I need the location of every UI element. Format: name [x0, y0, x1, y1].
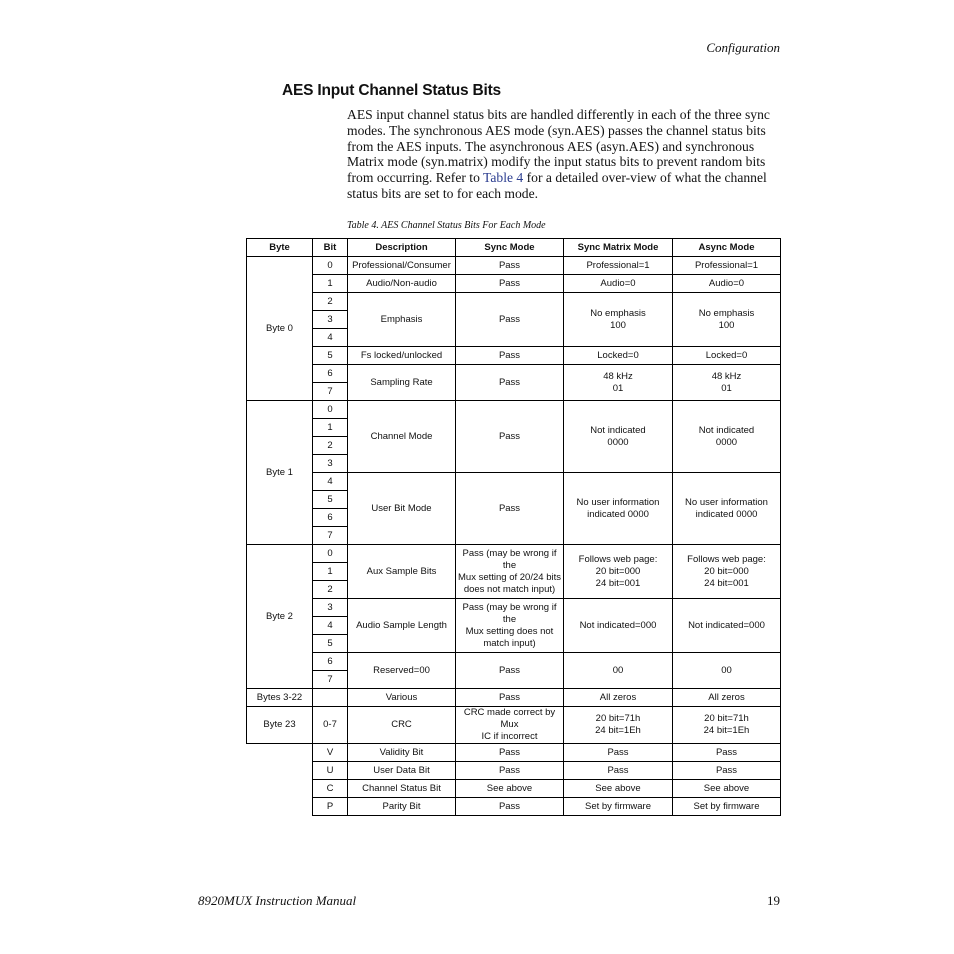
desc-cell: Validity Bit [348, 744, 456, 762]
async-cell: Pass [673, 744, 781, 762]
sync-cell: Pass [456, 689, 564, 707]
bit-cell: 3 [313, 599, 348, 617]
col-header-matrix: Sync Matrix Mode [564, 239, 673, 257]
bit-cell: C [313, 780, 348, 798]
table-row [247, 744, 781, 762]
bit-cell: P [313, 798, 348, 816]
bit-cell: 2 [313, 293, 348, 311]
async-cell: Pass [673, 762, 781, 780]
async-cell: No emphasis 100 [673, 293, 781, 347]
bit-cell: V [313, 744, 348, 762]
bit-cell [313, 689, 348, 707]
col-header-sync: Sync Mode [456, 239, 564, 257]
byte-cell: Byte 23 [247, 707, 313, 744]
bit-cell: 5 [313, 491, 348, 509]
async-cell: 48 kHz 01 [673, 365, 781, 401]
bit-cell: 0 [313, 545, 348, 563]
sync-cell: Pass [456, 473, 564, 545]
bit-cell: U [313, 762, 348, 780]
bit-cell: 2 [313, 581, 348, 599]
desc-cell: Sampling Rate [348, 365, 456, 401]
desc-cell: Aux Sample Bits [348, 545, 456, 599]
desc-cell: Parity Bit [348, 798, 456, 816]
desc-cell: Channel Mode [348, 401, 456, 473]
async-cell: Set by firmware [673, 798, 781, 816]
sync-cell: Pass [456, 293, 564, 347]
table-row [247, 275, 781, 293]
bit-cell: 1 [313, 419, 348, 437]
byte-cell: Byte 0 [247, 257, 313, 401]
async-cell: No user information indicated 0000 [673, 473, 781, 545]
table-row [247, 347, 781, 365]
async-cell: Audio=0 [673, 275, 781, 293]
table-row [247, 780, 781, 798]
table-row [247, 653, 781, 671]
matrix-cell: Professional=1 [564, 257, 673, 275]
byte-cell-empty [247, 744, 313, 816]
matrix-cell: 20 bit=71h 24 bit=1Eh [564, 707, 673, 744]
matrix-cell: Locked=0 [564, 347, 673, 365]
sync-cell: Pass [456, 798, 564, 816]
sync-cell: Pass [456, 762, 564, 780]
matrix-cell: Pass [564, 744, 673, 762]
desc-cell: Various [348, 689, 456, 707]
col-header-byte: Byte [247, 239, 313, 257]
col-header-description: Description [348, 239, 456, 257]
bit-cell: 5 [313, 347, 348, 365]
aes-status-table [246, 238, 781, 816]
bit-cell: 4 [313, 329, 348, 347]
desc-cell: User Data Bit [348, 762, 456, 780]
desc-cell: Fs locked/unlocked [348, 347, 456, 365]
sync-cell: Pass [456, 347, 564, 365]
bit-cell: 0 [313, 257, 348, 275]
matrix-cell: See above [564, 780, 673, 798]
bit-cell: 7 [313, 527, 348, 545]
desc-cell: Audio Sample Length [348, 599, 456, 653]
sync-cell: Pass [456, 744, 564, 762]
bit-cell: 3 [313, 311, 348, 329]
bit-cell: 6 [313, 653, 348, 671]
async-cell: 20 bit=71h 24 bit=1Eh [673, 707, 781, 744]
async-cell: All zeros [673, 689, 781, 707]
bit-cell: 0 [313, 401, 348, 419]
table-row [247, 365, 781, 383]
sync-cell: Pass [456, 653, 564, 689]
table-row [247, 689, 781, 707]
async-cell: Not indicated=000 [673, 599, 781, 653]
async-cell: Follows web page: 20 bit=000 24 bit=001 [673, 545, 781, 599]
matrix-cell: No emphasis 100 [564, 293, 673, 347]
desc-cell: Professional/Consumer [348, 257, 456, 275]
async-cell: See above [673, 780, 781, 798]
async-cell: Locked=0 [673, 347, 781, 365]
paragraph-text-1: AES input channel status bits are handled differently in each of the three sync modes. The synchronous AES mode (syn.AES) passes the channel status bits from the AES inputs. The asynchronous AES (asyn.AES) and synchronous Matrix mode (syn.matrix) modify the input status bits to prevent random bits from occurring. Refer to [347, 107, 770, 186]
desc-cell: Audio/Non-audio [348, 275, 456, 293]
table-row [247, 762, 781, 780]
matrix-cell: Set by firmware [564, 798, 673, 816]
sync-cell: Pass (may be wrong if the Mux setting does not match input) [456, 599, 564, 653]
bit-cell: 7 [313, 671, 348, 689]
matrix-cell: Follows web page: 20 bit=000 24 bit=001 [564, 545, 673, 599]
table-row [247, 707, 781, 744]
sync-cell: Pass [456, 257, 564, 275]
bit-cell: 2 [313, 437, 348, 455]
section-title: AES Input Channel Status Bits [282, 82, 501, 99]
desc-cell: User Bit Mode [348, 473, 456, 545]
bit-cell: 1 [313, 275, 348, 293]
table-row [247, 798, 781, 816]
table-row [247, 599, 781, 617]
running-header: Configuration [706, 40, 780, 55]
bit-cell: 0-7 [313, 707, 348, 744]
bit-cell: 7 [313, 383, 348, 401]
bit-cell: 4 [313, 617, 348, 635]
desc-cell: Channel Status Bit [348, 780, 456, 798]
matrix-cell: 48 kHz 01 [564, 365, 673, 401]
byte-cell: Byte 2 [247, 545, 313, 689]
matrix-cell: Not indicated=000 [564, 599, 673, 653]
table-row [247, 473, 781, 491]
matrix-cell: All zeros [564, 689, 673, 707]
desc-cell: CRC [348, 707, 456, 744]
table-row [247, 545, 781, 563]
desc-cell: Emphasis [348, 293, 456, 347]
col-header-bit: Bit [313, 239, 348, 257]
byte-cell: Bytes 3-22 [247, 689, 313, 707]
matrix-cell: Audio=0 [564, 275, 673, 293]
intro-paragraph [347, 107, 779, 202]
bit-cell: 6 [313, 509, 348, 527]
bit-cell: 6 [313, 365, 348, 383]
col-header-async: Async Mode [673, 239, 781, 257]
async-cell: Professional=1 [673, 257, 781, 275]
sync-cell: Pass [456, 365, 564, 401]
bit-cell: 5 [313, 635, 348, 653]
sync-cell: CRC made correct by Mux IC if incorrect [456, 707, 564, 744]
table-4-link[interactable]: Table 4 [483, 170, 524, 186]
table-header-row [247, 239, 781, 257]
table-row [247, 401, 781, 419]
bit-cell: 3 [313, 455, 348, 473]
matrix-cell: Pass [564, 762, 673, 780]
table-row [247, 293, 781, 311]
sync-cell: Pass [456, 275, 564, 293]
byte-cell: Byte 1 [247, 401, 313, 545]
footer-manual-title: 8920MUX Instruction Manual [198, 893, 357, 908]
sync-cell: Pass [456, 401, 564, 473]
bit-cell: 4 [313, 473, 348, 491]
table-row [247, 257, 781, 275]
matrix-cell: No user information indicated 0000 [564, 473, 673, 545]
paragraph-text-2: for a detailed over-view of what the channel status bits are set to for each mode. [347, 170, 767, 201]
matrix-cell: Not indicated 0000 [564, 401, 673, 473]
sync-cell: See above [456, 780, 564, 798]
async-cell: 00 [673, 653, 781, 689]
table-caption: Table 4. AES Channel Status Bits For Each Mode [347, 220, 546, 231]
async-cell: Not indicated 0000 [673, 401, 781, 473]
desc-cell: Reserved=00 [348, 653, 456, 689]
page-number: 19 [767, 893, 780, 908]
sync-cell: Pass (may be wrong if the Mux setting of 20/24 bits does not match input) [456, 545, 564, 599]
bit-cell: 1 [313, 563, 348, 581]
matrix-cell: 00 [564, 653, 673, 689]
